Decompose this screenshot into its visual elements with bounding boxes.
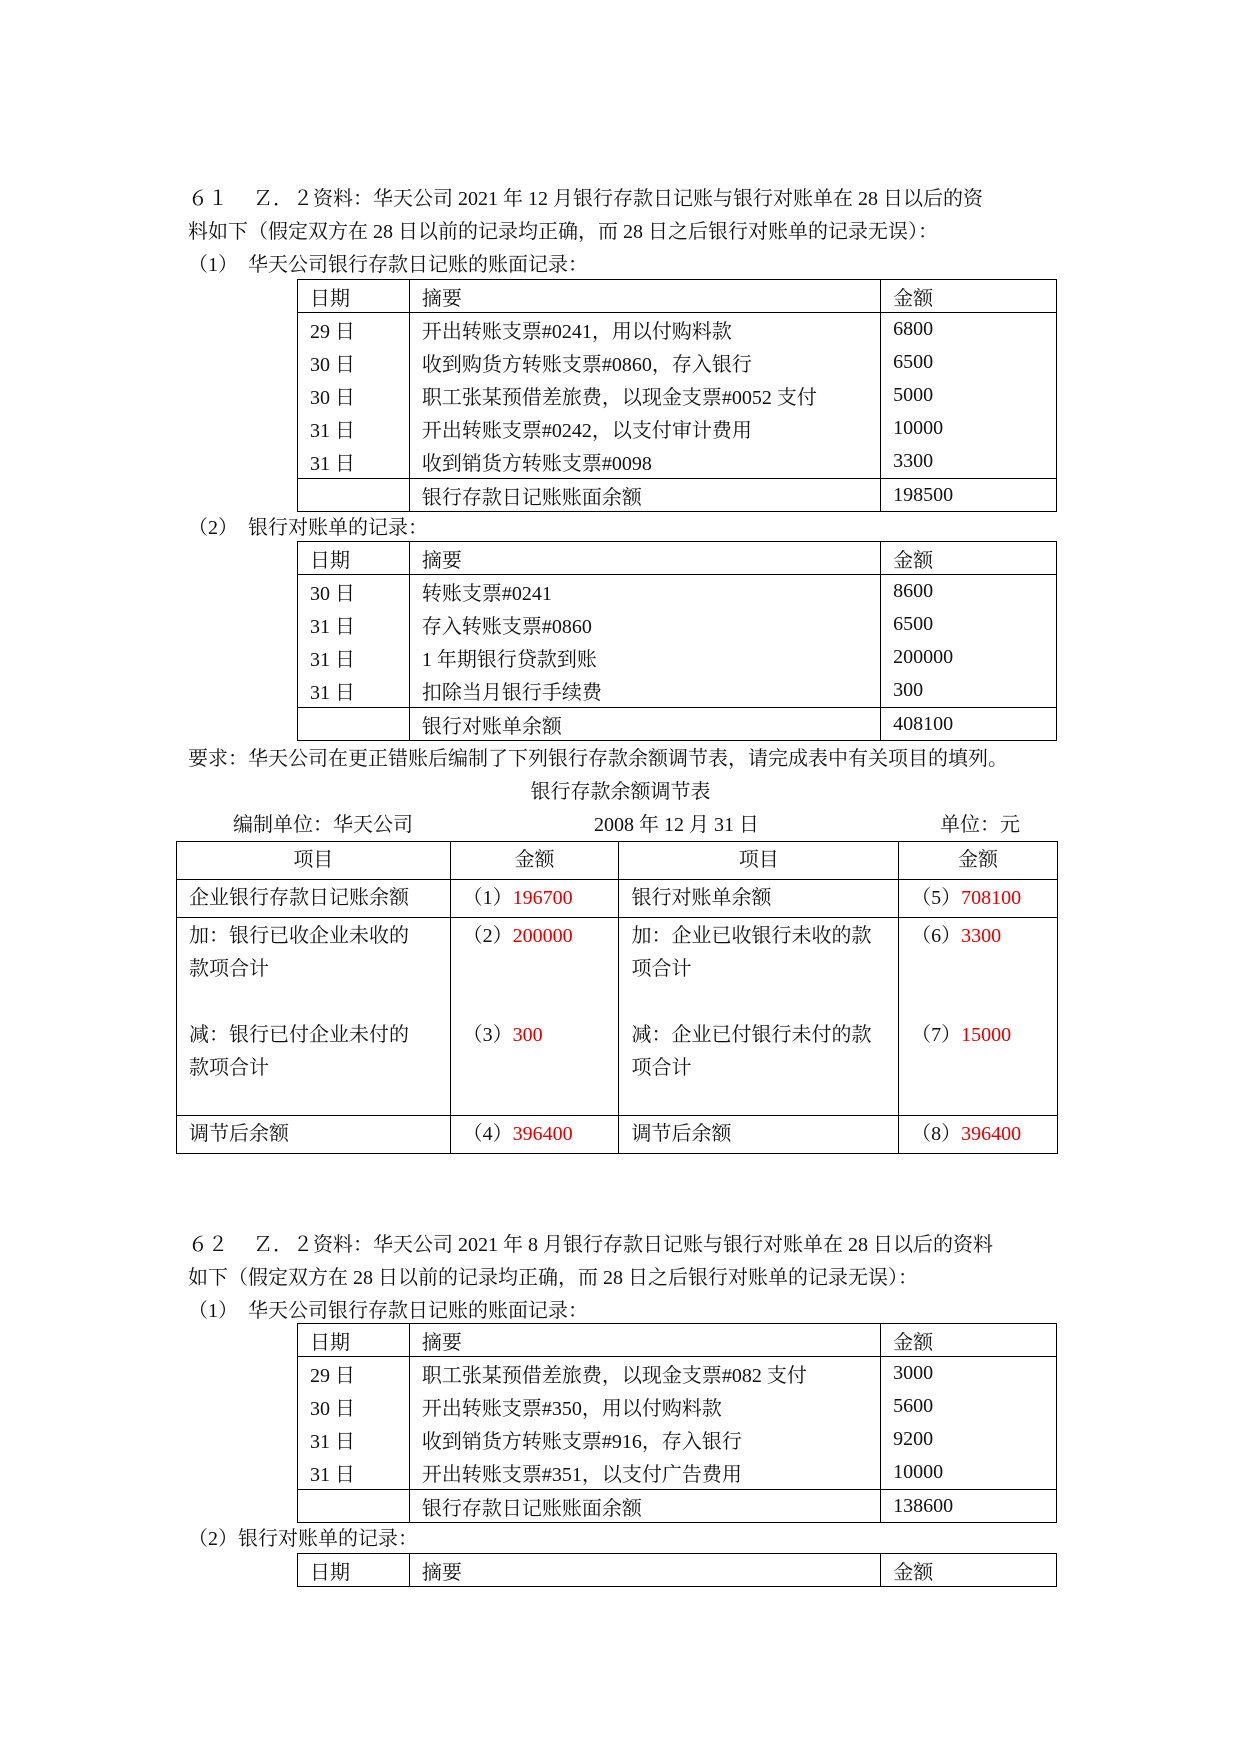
recon-num: （5） <box>911 887 962 909</box>
table-row <box>298 1390 1057 1423</box>
q61-requirement: 要求：华天公司在更正错账后编制了下列银行存款余额调节表，请完成表中有关项目的填列。 <box>188 748 1008 770</box>
recon-date-label: 2008 年 12 月 31 日 <box>594 814 759 836</box>
recon-amount <box>899 1116 1058 1154</box>
q61-part1-label: （1） 华天公司银行存款日记账的账面记录： <box>188 254 588 276</box>
total-desc: 银行存款日记账账面余额 <box>409 479 880 512</box>
q61-intro-line1: ６１ Ｚ．２资料：华天公司 2021 年 12 月银行存款日记账与银行对账单在 28 日以后的资 <box>188 188 983 210</box>
row-date: 31 日 <box>298 608 410 641</box>
recon-item: 调节后余额 <box>619 1116 899 1154</box>
total-amount: 198500 <box>881 479 1057 512</box>
row-desc: 存入转账支票#0860 <box>409 608 880 641</box>
recon-num: （7） <box>911 1024 962 1046</box>
row-desc: 转账支票#0241 <box>409 575 880 609</box>
row-date: 29 日 <box>298 313 410 347</box>
row-amount: 5600 <box>881 1390 1057 1423</box>
recon-header-amount-left: 金额 <box>450 842 619 880</box>
recon-num: （4） <box>462 1123 513 1145</box>
recon-item: 调节后余额 <box>177 1116 451 1154</box>
row-amount: 8600 <box>881 575 1057 609</box>
recon-header-amount-right: 金额 <box>899 842 1058 880</box>
recon-answer: 396400 <box>961 1123 1022 1145</box>
recon-title: 银行存款余额调节表 <box>530 781 711 803</box>
recon-answer: 396400 <box>512 1123 573 1145</box>
recon-answer: 200000 <box>512 925 573 947</box>
recon-amount <box>450 1116 619 1154</box>
total-amount: 138600 <box>881 1490 1057 1523</box>
table-header-row <box>298 280 1057 313</box>
recon-header-row <box>177 842 1058 880</box>
row-date: 31 日 <box>298 641 410 674</box>
table-row <box>298 575 1057 609</box>
recon-num: （6） <box>911 925 962 947</box>
recon-row <box>177 1116 1058 1154</box>
q62-bank-table <box>297 1553 1057 1587</box>
recon-text: 减：企业已付银行未付的款 <box>631 1024 872 1046</box>
header-date: 日期 <box>298 1324 410 1357</box>
row-date: 31 日 <box>298 1456 410 1490</box>
recon-text: 减：银行已付企业未付的 <box>189 1024 409 1046</box>
recon-answer: 3300 <box>961 925 1002 947</box>
total-desc: 银行对账单余额 <box>409 708 880 741</box>
row-desc: 开出转账支票#0241，用以付购料款 <box>409 313 880 347</box>
q62-intro-line2: 如下（假定双方在 28 日以前的记录均正确，而 28 日之后银行对账单的记录无误）： <box>188 1267 918 1289</box>
row-amount: 10000 <box>881 412 1057 445</box>
row-amount: 10000 <box>881 1456 1057 1490</box>
recon-answer: 300 <box>512 1024 543 1046</box>
q62-intro-line1: ６２ Ｚ．２资料：华天公司 2021 年 8 月银行存款日记账与银行对账单在 28 日以后的资料 <box>188 1234 993 1256</box>
table-row <box>298 1357 1057 1391</box>
table-row <box>298 346 1057 379</box>
row-desc: 开出转账支票#350，用以付购料款 <box>409 1390 880 1423</box>
recon-header-item-left: 项目 <box>177 842 451 880</box>
row-desc: 1 年期银行贷款到账 <box>409 641 880 674</box>
header-desc: 摘要 <box>409 542 880 575</box>
total-date <box>298 708 410 741</box>
row-desc: 扣除当月银行手续费 <box>409 674 880 708</box>
table-row <box>298 641 1057 674</box>
total-row <box>298 479 1057 512</box>
row-amount: 300 <box>881 674 1057 708</box>
row-date: 31 日 <box>298 412 410 445</box>
header-amount: 金额 <box>881 542 1057 575</box>
row-amount: 5000 <box>881 379 1057 412</box>
header-amount: 金额 <box>881 1554 1057 1587</box>
recon-answer: 708100 <box>961 887 1022 909</box>
recon-amount <box>899 918 1058 1116</box>
row-date: 30 日 <box>298 379 410 412</box>
recon-item: 企业银行存款日记账余额 <box>177 880 451 918</box>
recon-item <box>619 918 899 1116</box>
recon-unit-label: 编制单位：华天公司 <box>233 814 413 836</box>
row-desc: 收到销货方转账支票#916，存入银行 <box>409 1423 880 1456</box>
row-desc: 职工张某预借差旅费，以现金支票#0052 支付 <box>409 379 880 412</box>
q61-part2-label: （2） 银行对账单的记录： <box>188 517 428 539</box>
row-date: 29 日 <box>298 1357 410 1391</box>
q61-bank-table <box>297 541 1057 741</box>
recon-amount <box>450 880 619 918</box>
header-date: 日期 <box>298 1554 410 1587</box>
recon-num: （2） <box>462 925 513 947</box>
header-amount: 金额 <box>881 1324 1057 1357</box>
row-date: 30 日 <box>298 346 410 379</box>
table-row <box>298 608 1057 641</box>
row-amount: 9200 <box>881 1423 1057 1456</box>
row-desc: 职工张某预借差旅费，以现金支票#082 支付 <box>409 1357 880 1391</box>
header-amount: 金额 <box>881 280 1057 313</box>
table-row <box>298 313 1057 347</box>
recon-amount <box>450 918 619 1116</box>
recon-text: 项合计 <box>631 958 692 980</box>
q62-part2-label: （2）银行对账单的记录： <box>188 1528 418 1550</box>
table-row <box>298 674 1057 708</box>
total-date <box>298 479 410 512</box>
header-desc: 摘要 <box>409 1554 880 1587</box>
row-amount: 3300 <box>881 445 1057 479</box>
recon-item <box>177 918 451 1116</box>
recon-text: 项合计 <box>631 1057 692 1079</box>
q62-ledger-table <box>297 1323 1057 1523</box>
recon-text: 款项合计 <box>189 1057 269 1079</box>
table-row <box>298 412 1057 445</box>
q62-intro <box>188 1229 1068 1328</box>
row-desc: 开出转账支票#0242，以支付审计费用 <box>409 412 880 445</box>
row-date: 31 日 <box>298 674 410 708</box>
row-amount: 3000 <box>881 1357 1057 1391</box>
recon-item: 银行对账单余额 <box>619 880 899 918</box>
row-date: 31 日 <box>298 1423 410 1456</box>
total-date <box>298 1490 410 1523</box>
row-date: 30 日 <box>298 1390 410 1423</box>
recon-answer: 196700 <box>512 887 573 909</box>
total-row <box>298 1490 1057 1523</box>
total-desc: 银行存款日记账账面余额 <box>409 1490 880 1523</box>
header-date: 日期 <box>298 542 410 575</box>
header-desc: 摘要 <box>409 1324 880 1357</box>
recon-text: 加：企业已收银行未收的款 <box>631 925 872 947</box>
recon-table <box>176 841 1058 1154</box>
total-amount: 408100 <box>881 708 1057 741</box>
total-row <box>298 708 1057 741</box>
table-header-row <box>298 542 1057 575</box>
table-header-row <box>298 1554 1057 1587</box>
header-desc: 摘要 <box>409 280 880 313</box>
recon-header-item-right: 项目 <box>619 842 899 880</box>
row-desc: 收到销货方转账支票#0098 <box>409 445 880 479</box>
row-date: 30 日 <box>298 575 410 609</box>
recon-num: （3） <box>462 1024 513 1046</box>
recon-num: （1） <box>462 887 513 909</box>
recon-answer: 15000 <box>961 1024 1012 1046</box>
recon-amount <box>899 880 1058 918</box>
row-date: 31 日 <box>298 445 410 479</box>
row-desc: 开出转账支票#351，以支付广告费用 <box>409 1456 880 1490</box>
row-desc: 收到购货方转账支票#0860，存入银行 <box>409 346 880 379</box>
row-amount: 6500 <box>881 346 1057 379</box>
row-amount: 6800 <box>881 313 1057 347</box>
row-amount: 200000 <box>881 641 1057 674</box>
recon-row <box>177 880 1058 918</box>
recon-num: （8） <box>911 1123 962 1145</box>
table-header-row <box>298 1324 1057 1357</box>
q61-intro-line2: 料如下（假定双方在 28 日以前的记录均正确，而 28 日之后银行对账单的记录无误）： <box>188 221 938 243</box>
table-row <box>298 379 1057 412</box>
recon-currency-label: 单位：元 <box>940 814 1020 836</box>
recon-text: 款项合计 <box>189 958 269 980</box>
q61-ledger-table <box>297 279 1057 512</box>
q61-intro <box>188 183 1068 282</box>
table-row <box>298 1423 1057 1456</box>
recon-text: 加：银行已收企业未收的 <box>189 925 409 947</box>
recon-row <box>177 918 1058 1116</box>
row-amount: 6500 <box>881 608 1057 641</box>
header-date: 日期 <box>298 280 410 313</box>
table-row <box>298 445 1057 479</box>
q62-part1-label: （1） 华天公司银行存款日记账的账面记录： <box>188 1300 588 1322</box>
table-row <box>298 1456 1057 1490</box>
